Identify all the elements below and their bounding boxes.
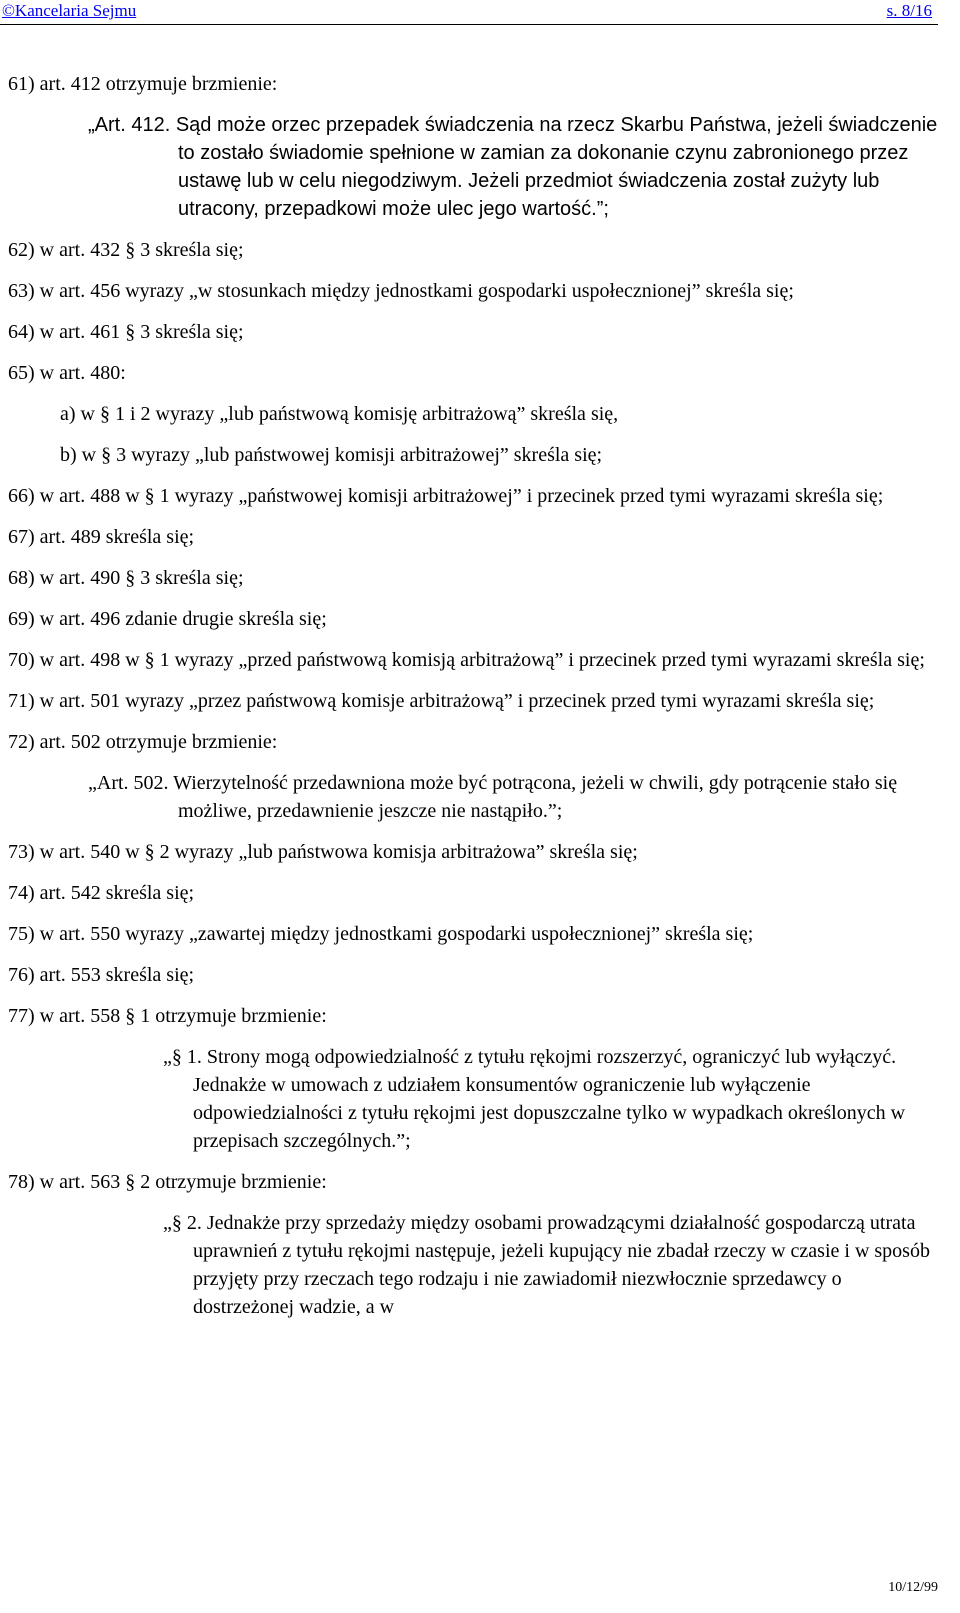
- amendment-71: 71) w art. 501 wyrazy „przez państwową komisje arbitrażową” i przecinek przed tymi wyrazami skreśla się;: [8, 690, 875, 712]
- amendment-75: 75) w art. 550 wyrazy „zawartej między jednostkami gospodarki uspołecznionej” skreśla się;: [8, 923, 754, 945]
- amendment-73: 73) w art. 540 w § 2 wyrazy „lub państwowa komisja arbitrażowa” skreśla się;: [8, 841, 638, 863]
- amendment-74: 74) art. 542 skreśla się;: [8, 882, 195, 904]
- page-number-link[interactable]: s. 8/16: [886, 1, 932, 20]
- amendment-67: 67) art. 489 skreśla się;: [8, 526, 195, 548]
- amendment-77: 77) w art. 558 § 1 otrzymuje brzmienie:: [8, 1005, 327, 1027]
- copyright-link[interactable]: ©Kancelaria Sejmu: [2, 1, 137, 20]
- quoted-paragraph-558-1: „§ 1. Strony mogą odpowiedzialność z tytułu rękojmi rozszerzyć, ograniczyć lub wyłączyć. Jednakże w umowach z udziałem konsumentów ograniczenie lub wyłączenie odpowiedzialności z tytułu rękojmi jest dopuszczalne tylko w wypadkach określonych w przepisach szczególnych.”;: [163, 1046, 906, 1152]
- page-header: [0, 0, 938, 25]
- amendment-69: 69) w art. 496 zdanie drugie skreśla się;: [8, 608, 327, 630]
- amendment-61: 61) art. 412 otrzymuje brzmienie:: [8, 73, 278, 95]
- amendment-65-a: a) w § 1 i 2 wyrazy „lub państwową komisję arbitrażową” skreśla się,: [60, 403, 619, 425]
- quoted-article-412: „Art. 412. Sąd może orzec przepadek świadczenia na rzecz Skarbu Państwa, jeżeli świadczenie to zostało świadomie spełnione w zamian za dokonanie czynu zabronionego przez ustawę lub w celu niegodziwym. Jeżeli przedmiot świadczenia został zużyty lub utracony, przepadkowi może ulec jego wartość.”;: [88, 114, 938, 220]
- quoted-article-502: „Art. 502. Wierzytelność przedawniona może być potrącona, jeżeli w chwili, gdy potrącenie stało się możliwe, przedawnienie jeszcze nie nastąpiło.”;: [88, 772, 898, 822]
- amendment-78: 78) w art. 563 § 2 otrzymuje brzmienie:: [8, 1171, 327, 1193]
- document-code: 10/12/99: [888, 1580, 938, 1595]
- amendment-72: 72) art. 502 otrzymuje brzmienie:: [8, 731, 278, 753]
- amendment-65: 65) w art. 480:: [8, 362, 126, 384]
- quoted-paragraph-563-2: „§ 2. Jednakże przy sprzedaży między osobami prowadzącymi działalność gospodarczą utrata uprawnień z tytułu rękojmi następuje, jeżeli kupujący nie zbadał rzeczy w czasie i w sposób przyjęty przy rzeczach tego rodzaju i nie zawiadomił niezwłocznie sprzedawcy o dostrzeżonej wadzie, a w: [163, 1212, 930, 1318]
- amendment-62: 62) w art. 432 § 3 skreśla się;: [8, 239, 244, 261]
- amendment-68: 68) w art. 490 § 3 skreśla się;: [8, 567, 244, 589]
- amendment-63: 63) w art. 456 wyrazy „w stosunkach między jednostkami gospodarki uspołecznionej” skreśla się;: [8, 280, 794, 302]
- amendment-76: 76) art. 553 skreśla się;: [8, 964, 195, 986]
- amendment-64: 64) w art. 461 § 3 skreśla się;: [8, 321, 244, 343]
- amendment-70: 70) w art. 498 w § 1 wyrazy „przed państwową komisją arbitrażową” i przecinek przed tymi wyrazami skreśla się;: [8, 649, 925, 671]
- document-body: [8, 70, 938, 1334]
- amendment-66: 66) w art. 488 w § 1 wyrazy „państwowej komisji arbitrażowej” i przecinek przed tymi wyrazami skreśla się;: [8, 485, 884, 507]
- amendment-65-b: b) w § 3 wyrazy „lub państwowej komisji arbitrażowej” skreśla się;: [60, 444, 603, 466]
